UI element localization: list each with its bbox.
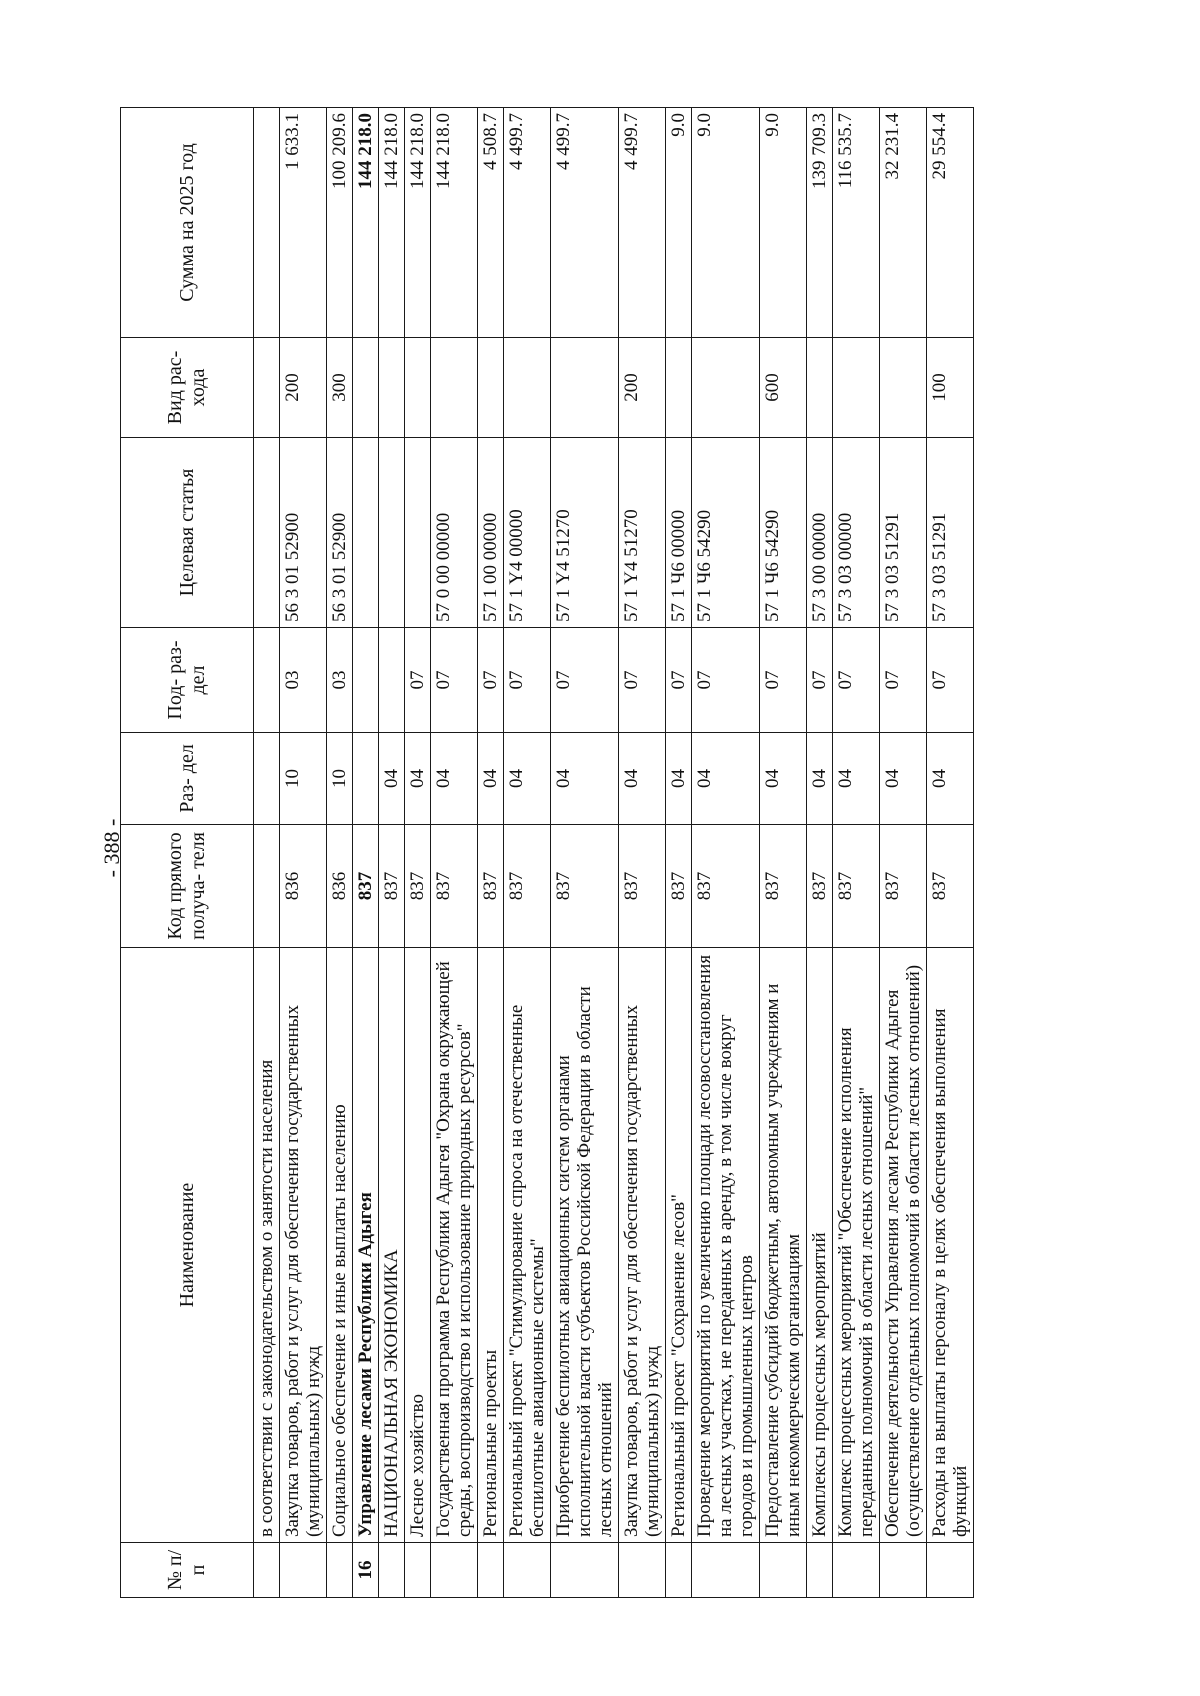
row-kind-cell: [807, 338, 833, 438]
row-num-cell: [619, 1543, 666, 1598]
row-kind-cell: [478, 338, 504, 438]
header-subsection: Под- раз- дел: [121, 628, 254, 733]
row-num-cell: [880, 1543, 927, 1598]
row-sum-cell: 9.0: [760, 108, 807, 338]
row-code-cell: 837: [379, 825, 405, 948]
row-section-cell: 04: [478, 733, 504, 825]
row-num-cell: [666, 1543, 692, 1598]
row-name-cell: НАЦИОНАЛЬНАЯ ЭКОНОМИКА: [379, 948, 405, 1543]
row-sum-cell: [254, 108, 280, 338]
table-row: [927, 108, 974, 1598]
row-num-cell: [431, 1543, 478, 1598]
row-kind-cell: 100: [927, 338, 974, 438]
row-kind-cell: [833, 338, 880, 438]
row-num-cell: [504, 1543, 551, 1598]
row-section-cell: 04: [760, 733, 807, 825]
row-sum-cell: 9.0: [666, 108, 692, 338]
row-kind-cell: [353, 338, 379, 438]
row-name-cell: Региональные проекты: [478, 948, 504, 1543]
row-subsection-cell: [379, 628, 405, 733]
row-num-cell: [254, 1543, 280, 1598]
row-kind-cell: [405, 338, 431, 438]
header-target: Целевая статья: [121, 438, 254, 628]
row-name-cell: Региональный проект "Сохранение лесов": [666, 948, 692, 1543]
row-kind-cell: 200: [619, 338, 666, 438]
table-row: [431, 108, 478, 1598]
row-subsection-cell: 07: [504, 628, 551, 733]
row-target-cell: 57 1 00 00000: [478, 438, 504, 628]
row-name-cell: Закупка товаров, работ и услуг для обеспечения государственных (муниципальных) нужд: [280, 948, 327, 1543]
row-name-cell: Предоставление субсидий бюджетным, автономным учреждениям и иным некоммерческим организациям: [760, 948, 807, 1543]
table-row: [280, 108, 327, 1598]
header-kind: Вид рас- хода: [121, 338, 254, 438]
row-target-cell: 57 1 Ч6 00000: [666, 438, 692, 628]
row-sum-cell: 4 508.7: [478, 108, 504, 338]
row-num-cell: [807, 1543, 833, 1598]
table-row: [666, 108, 692, 1598]
header-name: Наименование: [121, 948, 254, 1543]
row-kind-cell: [666, 338, 692, 438]
row-section-cell: 04: [619, 733, 666, 825]
row-code-cell: 837: [760, 825, 807, 948]
row-target-cell: [353, 438, 379, 628]
row-name-cell: в соответствии с законодательством о занятости населения: [254, 948, 280, 1543]
row-section-cell: 04: [666, 733, 692, 825]
table-row: [807, 108, 833, 1598]
row-code-cell: 836: [327, 825, 353, 948]
row-subsection-cell: 07: [692, 628, 760, 733]
row-subsection-cell: 03: [280, 628, 327, 733]
row-num-cell: [760, 1543, 807, 1598]
row-name-cell: Приобретение беспилотных авиационных систем органами исполнительной власти субъектов Российской Федерации в области лесных отношений: [551, 948, 619, 1543]
row-subsection-cell: 07: [405, 628, 431, 733]
row-section-cell: 04: [379, 733, 405, 825]
row-section-cell: 04: [431, 733, 478, 825]
header-sum: Сумма на 2025 год: [121, 108, 254, 338]
row-sum-cell: 100 209.6: [327, 108, 353, 338]
row-sum-cell: 4 499.7: [619, 108, 666, 338]
row-code-cell: 837: [692, 825, 760, 948]
row-sum-cell: 9.0: [692, 108, 760, 338]
row-kind-cell: [692, 338, 760, 438]
row-subsection-cell: 07: [760, 628, 807, 733]
row-target-cell: 57 1 Ч6 54290: [692, 438, 760, 628]
row-target-cell: [405, 438, 431, 628]
row-name-cell: Расходы на выплаты персоналу в целях обеспечения выполнения функций: [927, 948, 974, 1543]
budget-table: [120, 107, 974, 1598]
row-code-cell: 837: [504, 825, 551, 948]
table-row: [504, 108, 551, 1598]
row-code-cell: 837: [666, 825, 692, 948]
row-target-cell: 57 1 Y4 00000: [504, 438, 551, 628]
row-section-cell: 04: [551, 733, 619, 825]
row-code-cell: 837: [551, 825, 619, 948]
rotated-page-content: [120, 108, 1070, 1598]
row-section-cell: 04: [405, 733, 431, 825]
row-kind-cell: 200: [280, 338, 327, 438]
row-subsection-cell: [353, 628, 379, 733]
row-sum-cell: 144 218.0: [353, 108, 379, 338]
row-target-cell: 57 3 00 00000: [807, 438, 833, 628]
row-kind-cell: [379, 338, 405, 438]
row-code-cell: [254, 825, 280, 948]
table-row: [254, 108, 280, 1598]
row-section-cell: 04: [504, 733, 551, 825]
row-section-cell: 04: [807, 733, 833, 825]
row-num-cell: [927, 1543, 974, 1598]
row-section-cell: 04: [880, 733, 927, 825]
page-number: - 388 -: [99, 818, 124, 878]
row-code-cell: 837: [431, 825, 478, 948]
table-row: [353, 108, 379, 1598]
row-section-cell: [353, 733, 379, 825]
row-subsection-cell: 07: [807, 628, 833, 733]
row-subsection-cell: 03: [327, 628, 353, 733]
row-target-cell: 57 3 03 51291: [927, 438, 974, 628]
row-subsection-cell: 07: [666, 628, 692, 733]
row-section-cell: 04: [927, 733, 974, 825]
row-target-cell: [379, 438, 405, 628]
row-sum-cell: 29 554.4: [927, 108, 974, 338]
row-target-cell: 57 1 Ч6 54290: [760, 438, 807, 628]
row-subsection-cell: 07: [551, 628, 619, 733]
row-sum-cell: 144 218.0: [431, 108, 478, 338]
row-section-cell: 04: [833, 733, 880, 825]
row-name-cell: Закупка товаров, работ и услуг для обеспечения государственных (муниципальных) нужд: [619, 948, 666, 1543]
row-subsection-cell: 07: [478, 628, 504, 733]
table-row: [327, 108, 353, 1598]
row-code-cell: 837: [880, 825, 927, 948]
row-num-cell: [478, 1543, 504, 1598]
row-code-cell: 837: [353, 825, 379, 948]
row-kind-cell: 300: [327, 338, 353, 438]
table-row: [551, 108, 619, 1598]
header-num: № п/п: [121, 1543, 254, 1598]
row-name-cell: Государственная программа Республики Адыгея "Охрана окружающей среды, воспроизводство и использование природных ресурсов": [431, 948, 478, 1543]
row-code-cell: 837: [807, 825, 833, 948]
row-subsection-cell: 07: [619, 628, 666, 733]
row-name-cell: Региональный проект "Стимулирование спроса на отечественные беспилотные авиационные системы": [504, 948, 551, 1543]
row-target-cell: 57 3 03 00000: [833, 438, 880, 628]
table-row: [405, 108, 431, 1598]
row-code-cell: 837: [833, 825, 880, 948]
row-code-cell: 837: [405, 825, 431, 948]
row-num-cell: [551, 1543, 619, 1598]
row-target-cell: 57 1 Y4 51270: [619, 438, 666, 628]
row-num-cell: [692, 1543, 760, 1598]
row-sum-cell: 144 218.0: [379, 108, 405, 338]
row-num-cell: [327, 1543, 353, 1598]
row-name-cell: Лесное хозяйство: [405, 948, 431, 1543]
row-num-cell: [280, 1543, 327, 1598]
table-row: [760, 108, 807, 1598]
row-name-cell: Управление лесами Республики Адыгея: [353, 948, 379, 1543]
table-row: [478, 108, 504, 1598]
row-name-cell: Комплексы процессных мероприятий: [807, 948, 833, 1543]
row-section-cell: 10: [327, 733, 353, 825]
row-section-cell: 10: [280, 733, 327, 825]
row-kind-cell: [431, 338, 478, 438]
row-name-cell: Социальное обеспечение и иные выплаты населению: [327, 948, 353, 1543]
row-sum-cell: 139 709.3: [807, 108, 833, 338]
row-subsection-cell: 07: [927, 628, 974, 733]
row-name-cell: Обеспечение деятельности Управления лесами Республики Адыгея (осуществление отдельных полномочий в области лесных отношений): [880, 948, 927, 1543]
row-target-cell: 56 3 01 52900: [280, 438, 327, 628]
table-row: [692, 108, 760, 1598]
row-code-cell: 836: [280, 825, 327, 948]
row-sum-cell: 4 499.7: [551, 108, 619, 338]
header-code: Код прямого получа- теля: [121, 825, 254, 948]
row-subsection-cell: 07: [833, 628, 880, 733]
row-code-cell: 837: [619, 825, 666, 948]
row-num-cell: [405, 1543, 431, 1598]
row-target-cell: 57 1 Y4 51270: [551, 438, 619, 628]
row-num-cell: [833, 1543, 880, 1598]
table-body: [254, 108, 974, 1598]
table-row: [880, 108, 927, 1598]
header-section: Раз- дел: [121, 733, 254, 825]
row-target-cell: [254, 438, 280, 628]
row-name-cell: Проведение мероприятий по увеличению площади лесовосстановления на лесных участках, не переданных в аренду, в том числе вокруг городов и промышленных центров: [692, 948, 760, 1543]
row-sum-cell: 4 499.7: [504, 108, 551, 338]
table-row: [379, 108, 405, 1598]
table-row: [619, 108, 666, 1598]
row-code-cell: 837: [478, 825, 504, 948]
row-num-cell: [379, 1543, 405, 1598]
table-row: [833, 108, 880, 1598]
row-kind-cell: 600: [760, 338, 807, 438]
row-target-cell: 57 3 03 51291: [880, 438, 927, 628]
row-num-cell: 16: [353, 1543, 379, 1598]
row-sum-cell: 116 535.7: [833, 108, 880, 338]
row-target-cell: 57 0 00 00000: [431, 438, 478, 628]
row-code-cell: 837: [927, 825, 974, 948]
row-kind-cell: [504, 338, 551, 438]
row-subsection-cell: [254, 628, 280, 733]
row-sum-cell: 144 218.0: [405, 108, 431, 338]
row-kind-cell: [254, 338, 280, 438]
row-target-cell: 56 3 01 52900: [327, 438, 353, 628]
row-subsection-cell: 07: [880, 628, 927, 733]
table-header-row: [121, 108, 254, 1598]
row-sum-cell: 1 633.1: [280, 108, 327, 338]
row-kind-cell: [880, 338, 927, 438]
row-section-cell: 04: [692, 733, 760, 825]
row-name-cell: Комплекс процессных мероприятий "Обеспечение исполнения переданных полномочий в области лесных отношений": [833, 948, 880, 1543]
row-section-cell: [254, 733, 280, 825]
row-sum-cell: 32 231.4: [880, 108, 927, 338]
row-subsection-cell: 07: [431, 628, 478, 733]
row-kind-cell: [551, 338, 619, 438]
